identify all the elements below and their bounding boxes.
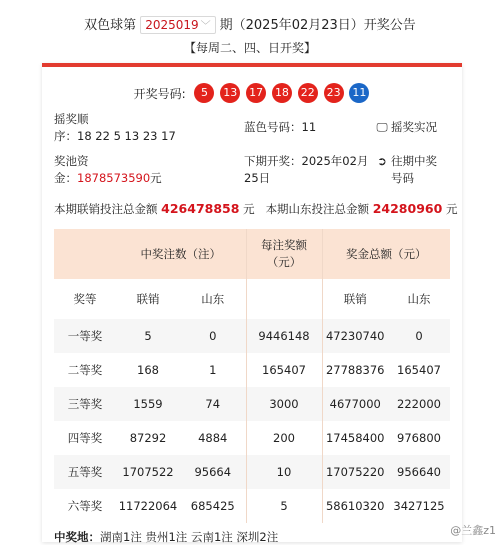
count-shandong: 95664 bbox=[180, 455, 246, 489]
arrow-circle-icon: ➲ bbox=[377, 154, 387, 168]
shandong-sales-label: 本期山东投注总金额 bbox=[265, 202, 370, 216]
prize-pool-label-2: 金： bbox=[54, 171, 77, 185]
count-shandong: 685425 bbox=[180, 489, 246, 523]
count-network: 1559 bbox=[116, 387, 180, 421]
draw-schedule: 【每周二、四、日开奖】 bbox=[183, 41, 316, 55]
red-ball: 23 bbox=[324, 83, 344, 103]
next-draw-label: 下期开奖： bbox=[244, 154, 302, 168]
issue-select[interactable] bbox=[140, 16, 215, 34]
network-sales-unit: 元 bbox=[243, 202, 255, 216]
header-blank bbox=[54, 229, 116, 279]
total-network: 17075220 bbox=[322, 455, 388, 489]
per-bet-amount: 9446148 bbox=[246, 319, 322, 353]
next-draw-date-1: 2025年02月 bbox=[301, 154, 369, 168]
per-bet-amount: 3000 bbox=[246, 387, 322, 421]
count-shandong: 1 bbox=[180, 353, 246, 387]
total-shandong: 3427125 bbox=[388, 489, 450, 523]
count-shandong: 0 bbox=[180, 319, 246, 353]
header-count-shandong: 山东 bbox=[201, 292, 225, 306]
total-network: 4677000 bbox=[322, 387, 388, 421]
total-network: 47230740 bbox=[322, 319, 388, 353]
count-network: 11722064 bbox=[116, 489, 180, 523]
title-suffix: 期（2025年02月23日）开奖公告 bbox=[219, 18, 416, 33]
header-per-bet-2: （元） bbox=[266, 255, 302, 269]
history-label-2: 号码 bbox=[391, 171, 414, 185]
shandong-sales-value: 24280960 bbox=[372, 201, 443, 216]
prize-pool-label: 奖池资 bbox=[54, 154, 89, 168]
count-shandong: 74 bbox=[180, 387, 246, 421]
header-total-shandong: 山东 bbox=[407, 292, 431, 306]
winning-numbers bbox=[42, 83, 462, 103]
page-header bbox=[0, 0, 500, 66]
count-shandong: 4884 bbox=[180, 421, 246, 455]
watermark: @兰鑫z1 bbox=[450, 524, 496, 537]
table-subheader-row bbox=[54, 279, 450, 319]
red-ball: 22 bbox=[298, 83, 318, 103]
table-row bbox=[54, 319, 450, 353]
count-network: 168 bbox=[116, 353, 180, 387]
total-network: 58610320 bbox=[322, 489, 388, 523]
prize-level: 四等奖 bbox=[54, 421, 116, 455]
shake-order-label-2: 序： bbox=[54, 129, 77, 143]
winning-regions bbox=[54, 529, 278, 545]
table-row bbox=[54, 455, 450, 489]
blue-number bbox=[244, 119, 316, 136]
next-draw-date-2: 25日 bbox=[244, 171, 271, 185]
total-network: 27788376 bbox=[322, 353, 388, 387]
table-row bbox=[54, 387, 450, 421]
header-total: 奖金总额（元） bbox=[322, 229, 450, 279]
total-shandong: 0 bbox=[388, 319, 450, 353]
table-row bbox=[54, 421, 450, 455]
announcement-title bbox=[0, 14, 500, 34]
next-draw bbox=[244, 153, 374, 187]
per-bet-amount: 5 bbox=[246, 489, 322, 523]
network-sales-value: 426478858 bbox=[161, 201, 240, 216]
winning-regions-text: 湖南1注 贵州1注 云南1注 深圳2注 bbox=[100, 530, 279, 544]
live-video-label: 摇奖实况 bbox=[391, 120, 437, 134]
total-shandong: 976800 bbox=[388, 421, 450, 455]
per-bet-amount: 165407 bbox=[246, 353, 322, 387]
red-ball: 18 bbox=[272, 83, 292, 103]
monitor-icon: 🖵 bbox=[376, 120, 388, 134]
table-row bbox=[54, 489, 450, 523]
prize-pool bbox=[54, 153, 224, 187]
blue-number-label: 蓝色号码： bbox=[244, 120, 302, 134]
network-sales-label: 本期联销投注总金额 bbox=[54, 202, 158, 216]
per-bet-amount: 200 bbox=[246, 421, 322, 455]
header-count-network: 联销 bbox=[136, 292, 160, 306]
red-ball: 13 bbox=[220, 83, 240, 103]
total-network: 17458400 bbox=[322, 421, 388, 455]
blue-number-value: 11 bbox=[301, 120, 317, 134]
total-shandong: 956640 bbox=[388, 455, 450, 489]
live-video-link[interactable] bbox=[376, 119, 437, 136]
prize-level: 二等奖 bbox=[54, 353, 116, 387]
red-ball: 5 bbox=[194, 83, 214, 103]
shandong-sales-unit: 元 bbox=[445, 202, 458, 216]
prize-level: 三等奖 bbox=[54, 387, 116, 421]
winning-regions-label: 中奖地： bbox=[54, 530, 100, 544]
prize-table bbox=[54, 229, 450, 523]
blue-ball: 11 bbox=[349, 83, 369, 103]
count-network: 5 bbox=[116, 319, 180, 353]
header-per-bet-1: 每注奖额 bbox=[261, 238, 307, 252]
header-per-bet-blank bbox=[246, 279, 322, 319]
shake-order-label: 摇奖顺 bbox=[54, 112, 89, 126]
table-header-row bbox=[54, 229, 450, 279]
shake-order-value: 18 22 5 13 23 17 bbox=[77, 129, 176, 143]
lottery-name: 双色球第 bbox=[84, 18, 137, 33]
prize-pool-unit: 元 bbox=[150, 171, 162, 185]
history-link[interactable] bbox=[376, 153, 456, 187]
prize-level: 五等奖 bbox=[54, 455, 116, 489]
prize-pool-value: 1878573590 bbox=[77, 171, 151, 185]
history-label-1: 往期中奖 bbox=[391, 154, 437, 168]
prize-level: 六等奖 bbox=[54, 489, 116, 523]
header-count: 中奖注数（注） bbox=[116, 229, 246, 279]
prize-level: 一等奖 bbox=[54, 319, 116, 353]
total-shandong: 165407 bbox=[388, 353, 450, 387]
count-network: 87292 bbox=[116, 421, 180, 455]
result-card bbox=[42, 63, 462, 542]
header-level: 奖等 bbox=[73, 292, 97, 306]
winning-numbers-label: 开奖号码: bbox=[133, 86, 186, 101]
header-total-network: 联销 bbox=[322, 279, 388, 319]
header-per-bet bbox=[246, 229, 322, 279]
per-bet-amount: 10 bbox=[246, 455, 322, 489]
issue-number: 2025019 bbox=[145, 18, 199, 32]
sales-summary bbox=[54, 201, 464, 217]
table-row bbox=[54, 353, 450, 387]
count-network: 1707522 bbox=[116, 455, 180, 489]
shake-order bbox=[54, 111, 214, 145]
chevron-down-icon: ﹀ bbox=[200, 21, 211, 32]
total-shandong: 222000 bbox=[388, 387, 450, 421]
red-ball: 17 bbox=[246, 83, 266, 103]
